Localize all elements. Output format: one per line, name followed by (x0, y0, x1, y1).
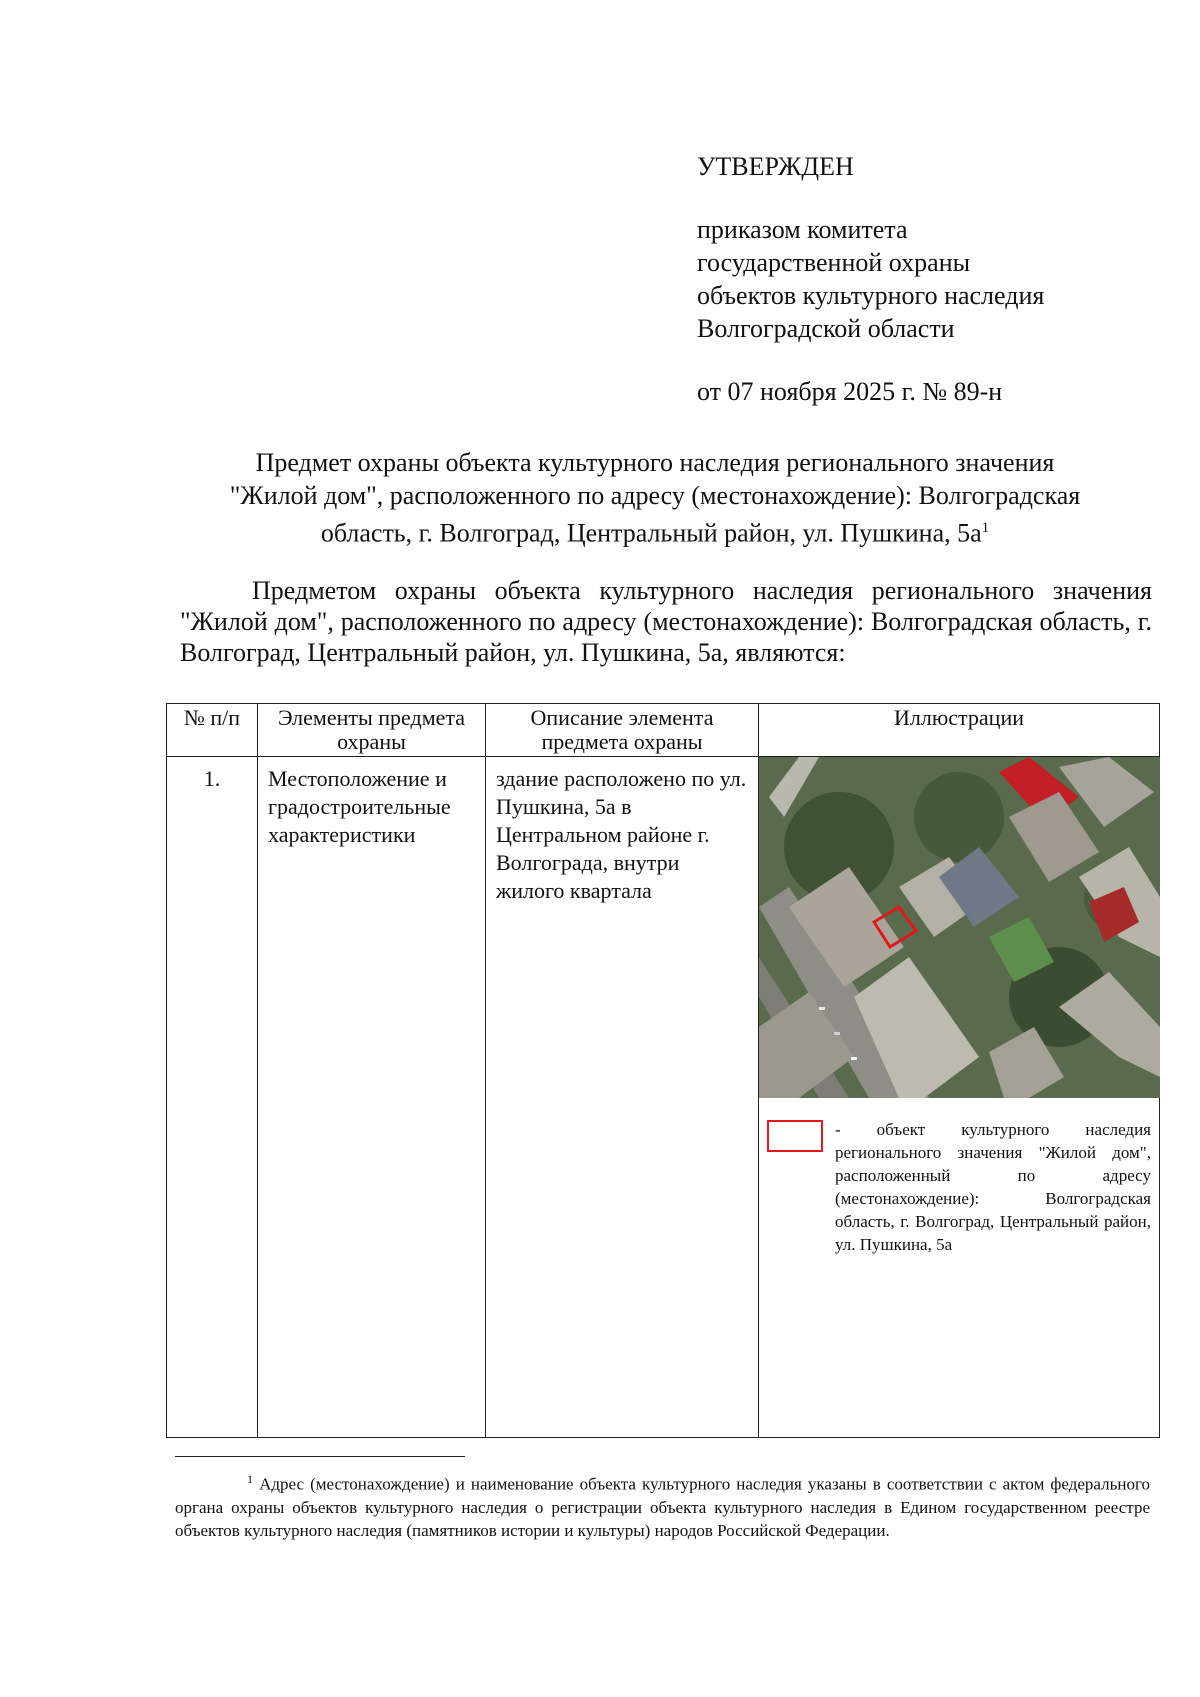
table-header-row (167, 704, 1160, 757)
header-num: № п/п (167, 704, 258, 757)
approval-line: объектов культурного наследия (697, 281, 1045, 310)
footnote-mark: 1 (981, 520, 990, 536)
heading-line (175, 512, 1135, 550)
header-description: Описание элемента предмета охраны (486, 704, 759, 757)
cell-illustration (759, 757, 1160, 1438)
table-row (167, 757, 1160, 1438)
footnote-text: Адрес (местонахождение) и наименование объекта культурного наследия указаны в соответствии с актом федерального органа охраны объектов культурного наследия о регистрации объекта культурного наследия в Едином государственном реестре объектов культурного наследия (памятников истории и культуры) народов Российской Федерации. (175, 1474, 1151, 1540)
header-illustrations: Иллюстрации (759, 704, 1160, 757)
approval-title: УТВЕРЖДЕН (697, 152, 854, 181)
heading-line-text: область, г. Волгоград, Центральный район, ул. Пушкина, 5а (320, 518, 982, 548)
cell-description: здание расположено по ул. Пушкина, 5а в Центральном районе г. Волгограда, внутри жилого квартала (486, 757, 759, 1438)
protection-table (166, 703, 1160, 1438)
header-element: Элементы предмета охраны (258, 704, 486, 757)
intro-paragraph: Предметом охраны объекта культурного наследия регионального значения "Жилой дом", расположенного по адресу (местонахождение): Волгоградская область, г. Волгоград, Центральный район, ул. Пушкина, 5а, являются: (180, 576, 1152, 667)
aerial-map-image (759, 757, 1160, 1098)
map-legend (759, 1098, 1159, 1256)
footnote (175, 1468, 1150, 1542)
approval-line: приказом комитета (697, 215, 908, 244)
approval-block (697, 150, 1044, 408)
cell-element: Местоположение и градостроительные характеристики (258, 757, 486, 1438)
document-heading (175, 446, 1135, 550)
footnote-mark: 1 (247, 1472, 253, 1486)
legend-swatch-red-outline (767, 1120, 823, 1152)
approval-line: государственной охраны (697, 248, 971, 277)
footnote-divider (175, 1456, 465, 1457)
aerial-map (759, 757, 1159, 1098)
heading-line: Предмет охраны объекта культурного наследия регионального значения (255, 448, 1055, 477)
cell-num: 1. (167, 757, 258, 1438)
legend-text: - объект культурного наследия регионального значения "Жилой дом", расположенный по адресу (местонахождение): Волгоградская область, г. Волгоград, Центральный район, ул. Пушкина, 5а (835, 1120, 1151, 1254)
heading-line: "Жилой дом", расположенного по адресу (местонахождение): Волгоградская (229, 481, 1081, 510)
approval-order-date: от 07 ноября 2025 г. № 89-н (697, 377, 1003, 406)
approval-line: Волгоградской области (697, 314, 955, 343)
